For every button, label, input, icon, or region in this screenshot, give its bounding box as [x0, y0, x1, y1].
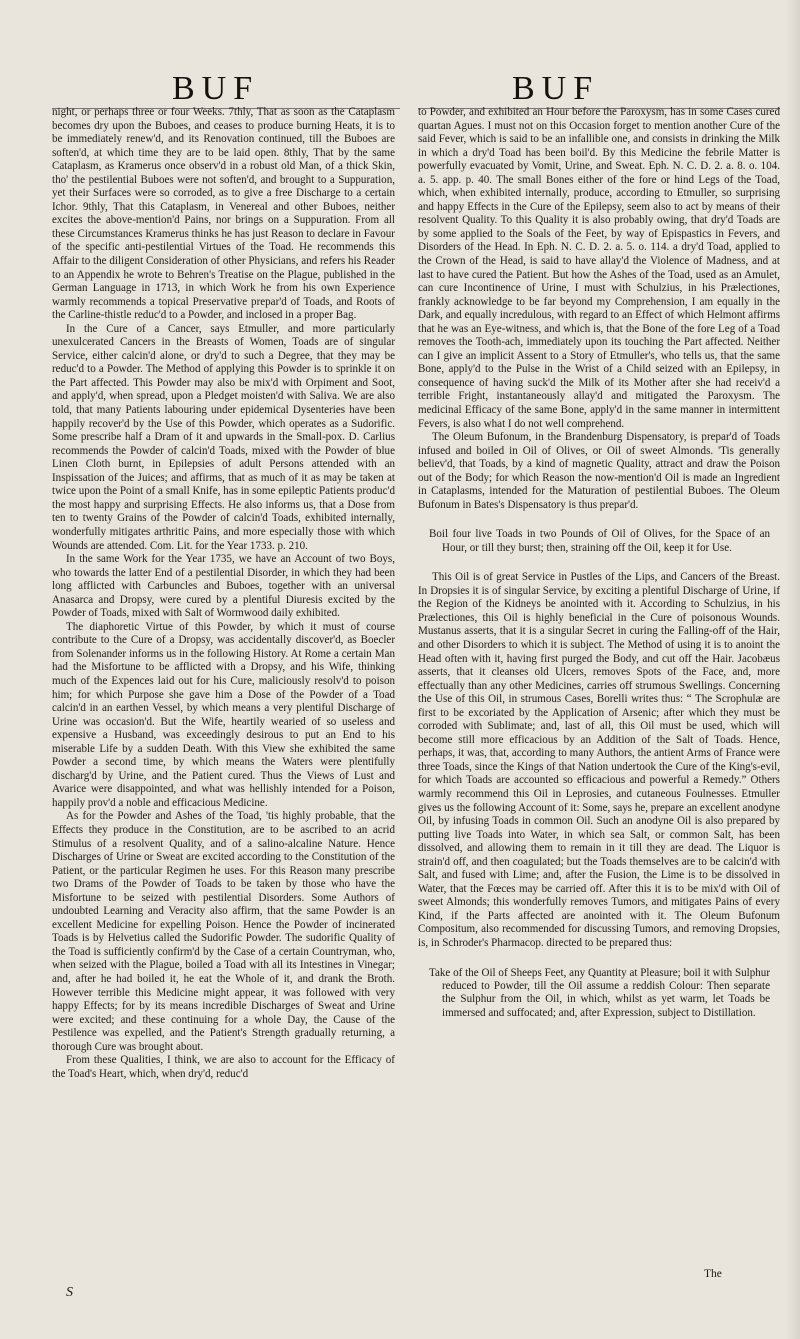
page-edge — [786, 0, 800, 1339]
paragraph: This Oil is of great Service in Pustles of the Lips, and Cancers of the Breast. In Dropsies it is of singular Service, by exciting a plentiful Discharge of Urine, if the Region of the Kidneys be anointed with it. According to Schulzius, in his Prælectiones, this Oil is highly beneficial in the Cure of poisonous Wounds. Mustanus asserts, that it is a singular Secret in curing the Falling-off of the Hair, and other Disorders to which it is subject. The Method of using it is to anoint the Head often with it, having first purged the Body, and cut off the Hair. Jacobæus asserts, that it cleanses old Ulcers, removes Spots of the Face, and, more effectually than any other Medicines, carries off strumous Swellings. Concerning the Use of this Oil, in strumous Cases, Borelli writes thus: “ The Scrophulæ are first to be excoriated by the Application of Arsenic; after which they must be corroded with Sublimate; and, last of all, this Oil must be used, which will become still more efficacious by an Addition of the Salt of Toads. Hence, perhaps, it was, that, according to many Authors, the antient Arms of France were three Toads, since the Kings of that Nation undertook the Cure of the King's-evil, for which Toads are accounted so efficacious and powerful a Remedy.” Others warmly recommend this Oil in Leprosies, and cutaneous Foulnesses. Etmuller gives us the following Account of it: Some, says he, prepare an excellent anodyne Oil, by infusing Toads in common Oil. Such an anodyne Oil is also prepared by putting live Toads into Water, in which sea Salt, or common Salt, has been dissolved, and allowing them to remain in it till they are dead. The Liquor is strain'd off, and then coagulated; but the Toads themselves are to be calcin'd with Salt, and fused with Lime; and, after the Fusion, the Lime is to be dissolved in Water, that the Fœces may be carried off. After this it is to be mix'd with Oil of sweet Almonds; this wonderfully removes Tumors, and mitigates Pains of every Kind, if the Parts affected are anointed with it. The Oleum Bufonum Compositum, also recommended for discussing Tumors, and removing Dropsies, is, in Schroder's Pharmacop. directed to be prepared thus: — [418, 571, 780, 949]
paragraph: From these Qualities, I think, we are also to account for the Efficacy of the Toad's Heart, which, when dry'd, reduc'd — [52, 1054, 395, 1080]
right-column — [418, 106, 780, 1030]
paragraph: The Oleum Bufonum, in the Brandenburg Dispensatory, is prepar'd of Toads infused and boiled in Oil of Olives, or Oil of sweet Almonds. 'Tis generally believ'd, that Toads, by a kind of magnetic Quality, attract and draw the Poison out of the Body; for which Reason the now-mention'd Oil is made an Ingredient in Cataplasms, intended for the Maturation of pestilential Buboes. The Oleum Bufonum in Bates's Dispensatory is thus prepar'd. — [418, 431, 780, 511]
paragraph: night, or perhaps three or four Weeks. 7thly, That as soon as the Cataplasm becomes dry upon the Buboes, and ceases to produce burning Heats, it is to be immediately renew'd, and its Renovation continued, till the Buboes are soften'd, at which time they are to be laid open. 8thly, That by the same Cataplasm, as Kramerus once observ'd in a robust old Man, of a thick Skin, tho' the pestilential Buboes were not soften'd, and brought to a Suppuration, yet their Surfaces were so corroded, as to give a free Discharge to a certain Ichor. 9thly, That this Cataplasm, in Venereal and other Buboes, neither excites the above-mention'd Pains, nor brings on a Suppuration. From all these Circumstances Kramerus thinks he has just Reason to declare in Favour of the specific anti-pestilential Virtues of the Toad. He recommends this Affair to the diligent Consideration of other Physicians, and refers his Reader to an Appendix he wrote to Behren's Treatise on the Plague, published in the German Language in 1713, in which Work he from his own Experience warmly recommends a topical Preservative prepar'd of Toads, and Roots of the Carline-thistle reduc'd to a Powder, and inclosed in a proper Bag. — [52, 106, 395, 322]
left-column — [52, 106, 395, 1081]
signature-mark: S — [66, 1285, 73, 1300]
paragraph: As for the Powder and Ashes of the Toad, 'tis highly probable, that the Effects they produce in the Constitution, are to be ascribed to an acrid Stimulus of a resolvent Quality, and of a salino-alcaline Nature. Hence Discharges of Urine or Sweat are excited according to the Constitution of the Patient, or the particular Regimen he uses. For this Reason many prescribe two Drams of the Powder of Toads to be taken by those who have the Misfortune to be seized with pestilential Disorders. Some Authors of undoubted Learning and Veracity also affirm, that the same Powder is an excellent Medicine for expelling Poison. Hence the Powder of incinerated Toads is by Helvetius called the Sudorific Powder. The sudorific Quality of the Toad is sufficiently confirm'd by the Case of a certain Countryman, who, when seized with the Plague, boiled a Toad with all its Intestines in Vinegar; and, after he had boiled it, he eat the Whole of it, and drank the Broth. However terrible this Medicine might appear, it was followed with very happy Effects; for by its means incredible Discharges of Sweat and Urine were excited; and these continuing for a whole Day, the Cause of the Pestilence was expelled, and the Patient's Strength gradually returning, a thorough Cure was brought about. — [52, 810, 395, 1053]
catchword: The — [704, 1268, 722, 1280]
recipe-block: Take of the Oil of Sheeps Feet, any Quantity at Pleasure; boil it with Sulphur reduced to Powder, till the Oil assume a reddish Colour: Then separate the Sulphur from the Oil, in which, whilst as yet warm, let Toads be immersed and suffocated; and, after Expression, subject to Distillation. — [429, 966, 770, 1019]
paragraph: The diaphoretic Virtue of this Powder, by which it must of course contribute to the Cure of a Dropsy, was accidentally discover'd, as Boecler from Solenander informs us in the following History. At Rome a certain Man had the Misfortune to be afflicted with a Dropsy, and his Wife, thinking much of the Expences laid out for his Cure, maliciously resolv'd to poison him; for which Purpose she gave him a Dose of the Powder of a Toad calcin'd in an earthen Vessel, by which means a very plentiful Discharge of Urine was occasion'd. But the Wife, heartily wearied of so useless and expensive a Husband, was exceedingly desirous to put an End to his miserable Life by a sudden Death. With this View she exhibited the same Powder a second time, by which means the Waters were plentifully discharg'd by Urine, and the Patient cured. Thus the Views of Lust and Avarice were disappointed, and what was hellishly intended for a Poison, happily prov'd a noble and efficacious Medicine. — [52, 620, 395, 809]
running-head-left: BUF — [172, 70, 260, 107]
running-head-right: BUF — [512, 70, 600, 107]
paragraph: In the same Work for the Year 1735, we have an Account of two Boys, who towards the latter End of a pestilential Disorder, in which they had been long afflicted with Carbuncles and Buboes, together with an universal Anasarca and Dropsy, were cured by a plentiful Diuresis excited by the Powder of Toads, mixed with Salt of Wormwood daily exhibited. — [52, 553, 395, 620]
recipe-block: Boil four live Toads in two Pounds of Oil of Olives, for the Space of an Hour, or till they burst; then, straining off the Oil, keep it for Use. — [429, 528, 770, 554]
paragraph: In the Cure of a Cancer, says Etmuller, and more particularly unexulcerated Cancers in the Breasts of Women, Toads are of singular Service, either calcin'd alone, or dry'd to such a Degree, that they may be reduc'd to a Powder. The Method of applying this Powder is to sprinkle it on the Part affected. This Powder may also be mix'd with Orpiment and Soot, and apply'd, when spread, upon a Pledget moisten'd with Saliva. We are also told, that many Patients labouring under epidemical Dysenteries have been happily recover'd by the Use of this Powder, which operates as a Sudorific. Some prescribe half a Dram of it and upwards in the Small-pox. D. Carlius recommends the Powder of calcin'd Toads, mixed with the Powder of blue Linen Cloth burnt, in Epilepsies of adult Persons attended with an Inspissation of the Juices; and affirms, that as much of it as may be taken at twice upon the Point of a small Knife, has in some epileptic Patients produc'd the most happy and surprising Effects. He also informs us, that a Dose from ten to twenty Grains of the Powder of calcin'd Toads, exhibited internally, wonderfully mitigates arthritic Pains, and more especially those with which Wounds are attended. Com. Lit. for the Year 1733. p. 210. — [52, 322, 395, 552]
paragraph: to Powder, and exhibited an Hour before the Paroxysm, has in some Cases cured quartan Agues. I must not on this Occasion forget to mention another Cure of the said Fever, which is said to be an infallible one, and consists in drinking the Milk in which a dry'd Toad has been boil'd. By this Medicine the febrile Matter is powerfully evacuated by Vomit, Urine, and Sweat. Eph. N. C. D. 2. a. 8. o. 104. a. 5. app. p. 40. The small Bones either of the fore or hind Legs of the Toad, which, when exhibited internally, produce, according to Etmuller, so surprising and happy Effects in the Cure of the Epilepsy, seem also to act by means of their resolvent Quality. To this Quality it is also probably owing, that dry'd Toads are by some applied to the Soals of the Feet, by way of Epispastics in Fevers, and Disorders of the Head. In Eph. N. C. D. 2. a. 5. o. 114. a dry'd Toad, applied to the Crown of the Head, is said to have allay'd the Violence of Madness, and at last to have cured the Patient. But how the Ashes of the Toad, used as an Amulet, can cure Incontinence of Urine, I must with Schulzius, in his Prælectiones, frankly acknowledge to be far beyond my Comprehension, I am equally in the Dark, and equally incredulous, with regard to an Effect of which Helmont affirms that he was an Eye-witness, and which is, that the Bone of the fore Leg of a Toad removes the Tooth-ach, immediately upon its touching the Part affected. Neither can I give an implicit Assent to a Story of Etmuller's, who tells us, that the same Bone, apply'd to the Pulse in the Wrist of a Child seized with an Epilepsy, in consequence of having suck'd the Milk of its Mother after she had receiv'd a terrible Fright, instantaneously allay'd and mitigated the Paroxysm. The medicinal Efficacy of the same Bone, apply'd in the same manner in intermittent Fevers, is also what I do not well comprehend. — [418, 106, 780, 430]
